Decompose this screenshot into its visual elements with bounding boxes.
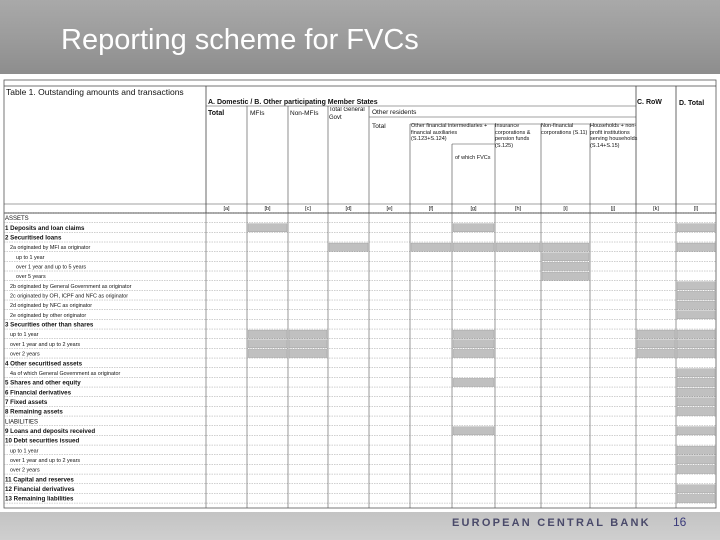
shaded-cell [637, 340, 675, 348]
shaded-cell [453, 330, 494, 338]
row-label: 2 Securitised loans [5, 234, 62, 242]
shaded-cell [542, 262, 589, 270]
shaded-cell [677, 369, 715, 377]
row-label: 6 Financial derivatives [5, 389, 72, 397]
header-col-of-which-fvcs: of which FVCs [455, 155, 491, 161]
row-label: 13 Remaining liabilities [5, 495, 74, 503]
header-domestic-other: A. Domestic / B. Other participating Member States [208, 99, 378, 106]
column-code: [e] [386, 206, 393, 212]
row-label: ASSETS [5, 216, 29, 223]
shaded-cell [248, 224, 287, 232]
column-code: [l] [693, 206, 699, 212]
column-code: [g] [470, 206, 477, 212]
shaded-cell [289, 340, 327, 348]
shaded-cell [496, 243, 540, 251]
row-label: 3 Securities other than shares [5, 321, 94, 329]
shaded-cell [677, 407, 715, 415]
shaded-cell [248, 349, 287, 357]
header-total: D. Total [679, 100, 705, 107]
row-label: over 5 years [16, 274, 46, 281]
column-code: [i] [563, 206, 568, 212]
row-label: 2e originated by other originator [10, 312, 87, 319]
shaded-cell [677, 243, 715, 251]
shaded-cell [453, 224, 494, 232]
shaded-cell [677, 340, 715, 348]
row-label: up to 1 year [10, 332, 39, 339]
shaded-cell [677, 330, 715, 338]
shaded-cell [677, 446, 715, 454]
shaded-cell [248, 340, 287, 348]
page-number: 16 [673, 515, 687, 529]
shaded-cell [453, 243, 494, 251]
column-code: [k] [653, 206, 659, 212]
header-col-non-mfis: Non-MFIs [290, 110, 319, 117]
row-label: up to 1 year [10, 448, 39, 455]
shaded-cell [677, 291, 715, 299]
header-row: C. RoW [637, 99, 662, 106]
shaded-cell [677, 388, 715, 396]
header-col-mfis: MFIs [250, 110, 265, 117]
row-label: 4 Other securitised assets [5, 360, 83, 368]
column-code: [h] [514, 206, 522, 212]
row-label: 12 Financial derivatives [5, 485, 75, 493]
header-col-households: Households + non-profit institutions serving households (S.14+S.15) [590, 123, 638, 149]
row-label: over 2 years [10, 351, 40, 358]
header-col-icpf: Insurance corporations & pension funds (S.125) [495, 123, 531, 149]
column-code: [a] [223, 206, 230, 212]
shaded-cell [677, 224, 715, 232]
header-other-total: Total [372, 123, 386, 130]
shaded-cell [677, 349, 715, 357]
shaded-cell [453, 349, 494, 357]
shaded-cell [677, 465, 715, 473]
row-label: 2a originated by MFI as originator [10, 245, 91, 252]
shaded-cell [542, 272, 589, 280]
row-label: 7 Fixed assets [5, 398, 48, 406]
footer-bank-name: EUROPEAN CENTRAL BANK [452, 517, 651, 529]
shaded-cell [677, 494, 715, 502]
row-label: over 1 year and up to 2 years [10, 457, 81, 464]
shaded-cell [677, 398, 715, 406]
shaded-cell [329, 243, 368, 251]
row-label: 5 Shares and other equity [5, 379, 81, 387]
shaded-cell [453, 340, 494, 348]
row-label: 11 Capital and reserves [5, 476, 74, 484]
row-label: 1 Deposits and loan claims [5, 224, 85, 232]
table-caption: Table 1. Outstanding amounts and transactions [6, 87, 184, 97]
slide-title: Reporting scheme for FVCs [61, 24, 419, 56]
shaded-cell [289, 330, 327, 338]
slide-header [0, 0, 720, 74]
header-col-general-govt: Total General Govt [329, 107, 365, 121]
row-label: 4a of which General Government as originator [10, 370, 121, 377]
row-label: 9 Loans and deposits received [5, 427, 96, 435]
row-label: 2c originated by OFI, ICPF and NFC as originator [10, 293, 129, 300]
shaded-cell [637, 330, 675, 338]
shaded-cell [677, 485, 715, 493]
row-label: 2d originated by NFC as originator [10, 303, 93, 310]
shaded-cell [289, 349, 327, 357]
row-label: over 1 year and up to 5 years [16, 264, 87, 271]
row-label: up to 1 year [16, 254, 45, 261]
shaded-cell [453, 378, 494, 386]
shaded-cell [677, 311, 715, 319]
header-other-residents: Other residents [372, 109, 417, 116]
shaded-cell [248, 330, 287, 338]
row-label: 2b originated by General Government as originator [10, 283, 132, 290]
row-label: over 2 years [10, 467, 40, 474]
shaded-cell [677, 301, 715, 309]
shaded-cell [637, 349, 675, 357]
shaded-cell [677, 427, 715, 435]
row-label: LIABILITIES [5, 419, 39, 426]
row-label: 10 Debt securities issued [5, 437, 80, 445]
shaded-cell [542, 243, 589, 251]
column-code: [c] [305, 206, 311, 212]
shaded-cell [453, 427, 494, 435]
column-code: [j] [610, 206, 616, 212]
reporting-table [0, 76, 720, 512]
header-col-ofi: Other financial intermediaries + financial auxiliaries (S.123+S.124) [411, 123, 488, 142]
row-label: 8 Remaining assets [5, 408, 63, 416]
shaded-cell [677, 456, 715, 464]
column-code: [f] [428, 206, 434, 212]
shaded-cell [677, 378, 715, 386]
header-col-nfc: Non-financial corporations (S.11) [541, 123, 588, 136]
shaded-cell [411, 243, 451, 251]
shaded-cell [677, 282, 715, 290]
column-code: [d] [345, 206, 352, 212]
shaded-cell [542, 253, 589, 261]
column-code: [b] [264, 206, 271, 212]
row-label: over 1 year and up to 2 years [10, 341, 81, 348]
header-col-total: Total [208, 110, 225, 117]
